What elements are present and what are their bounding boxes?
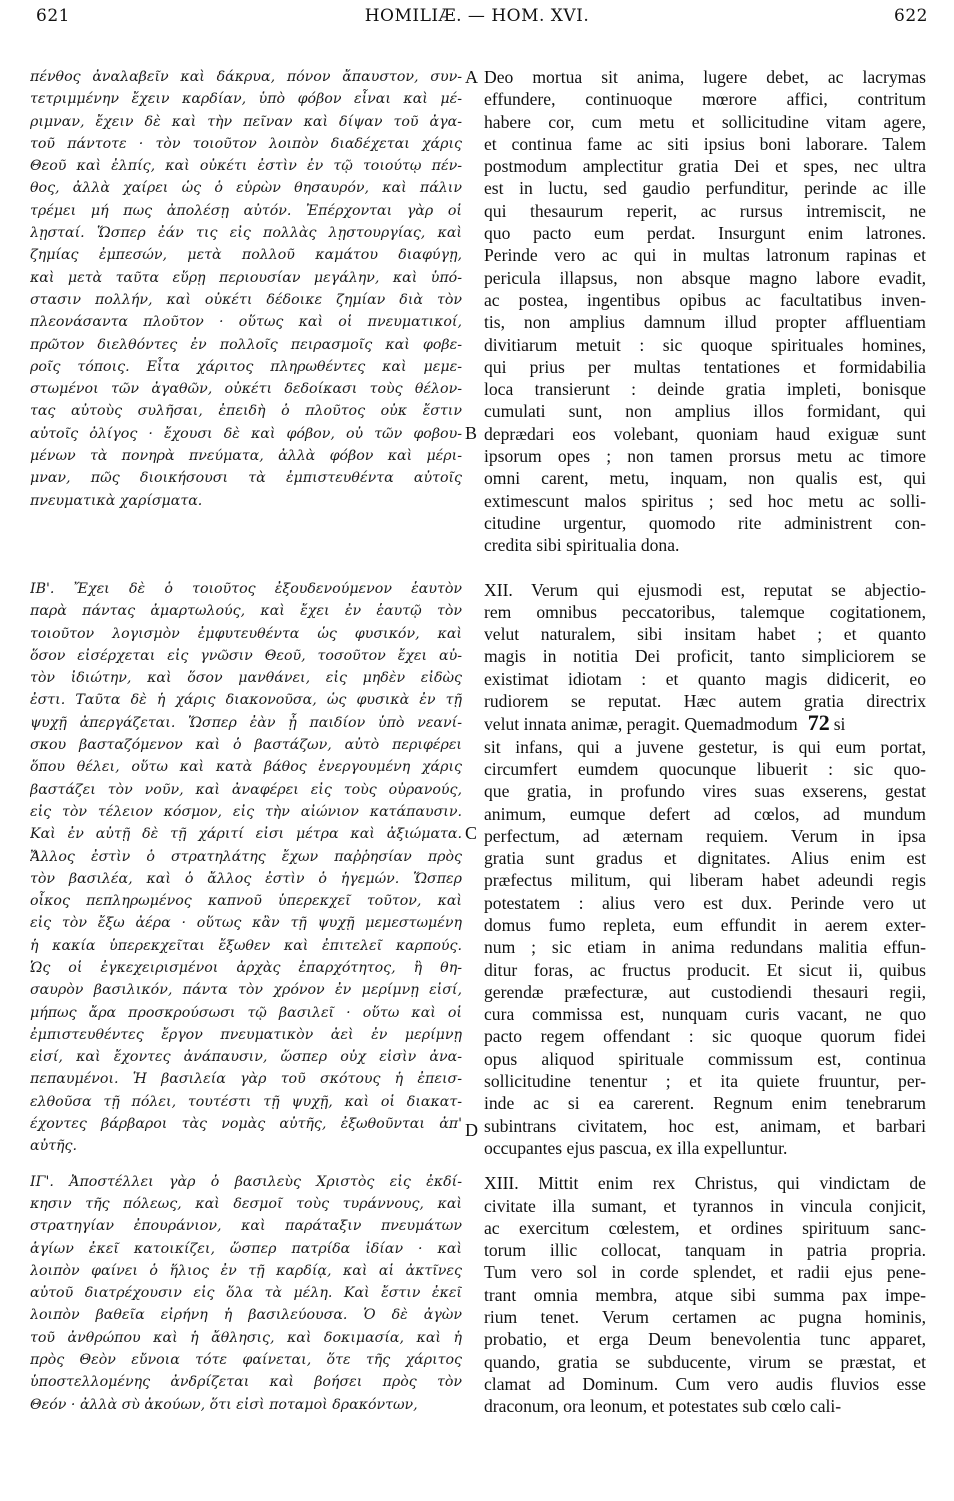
text-line: πλεονάσαντα πλοῦτον · οὕτως καὶ οἱ πνευματικοί, bbox=[30, 314, 462, 331]
text-line: habere cor, cum metu et sollicitudine vitam agere, bbox=[484, 111, 926, 132]
text-line: θος, ἀλλὰ χαίρει ὡς ὁ εὑρὼν θησαυρόν, καὶ πάλιν bbox=[30, 180, 462, 197]
paragraph-gap bbox=[30, 512, 462, 578]
text-line: λοιπὸν βαθεῖα εἰρήνη ἡ βασιλεύουσα. Ὁ δὲ ἀγὼν bbox=[30, 1307, 462, 1324]
text-line: σαυρὸν βασιλικόν, πάντα τὸν χρόνον ἐν μερίμνῃ εἰσί, bbox=[30, 982, 462, 999]
latin-column bbox=[484, 66, 926, 1496]
text-line: qui prius per multas tentationes et formidabilia bbox=[484, 356, 926, 377]
text-line: civitate illa sumant, et tyrannos in vincula conjicit, bbox=[484, 1195, 926, 1216]
latin-paragraph bbox=[484, 1172, 926, 1417]
latin-paragraph bbox=[484, 66, 926, 557]
text-line: omni carent, metu, inquam, non qualis est, qui bbox=[484, 468, 926, 489]
text-line: postmodum amplectitur gratia Dei et spes, nec ultra bbox=[484, 156, 926, 177]
margin-marker-d: D bbox=[465, 1120, 478, 1140]
text-line: στρατηγίαν ἐπουράνιον, καὶ παράταξιν πνευμάτων bbox=[30, 1218, 462, 1235]
text-line: et continua fame ac siti ipsius boni laborare. Talem bbox=[484, 133, 926, 154]
text-line: occupantes ejus pascua, ex illa expelluntur. bbox=[484, 1137, 788, 1158]
text-line: ὅσον εἰσέρχεται εἰς γνῶσιν Θεοῦ, τοσοῦτον ἔχει αὐ- bbox=[30, 647, 462, 664]
text-line: num ; sic etiam in anima redundans malitia effun- bbox=[484, 937, 926, 958]
text-line: αὐτῆς. bbox=[30, 1138, 78, 1155]
text-line: perfectum, ad æternam requiem. Verum in ipsa bbox=[484, 825, 926, 846]
text-line: clamat ad Dominum. Cum vero audis fluvios esse bbox=[484, 1373, 926, 1394]
text-line: ἐμπιστευθέντες ἔργον πνευματικὸν ἀεὶ ἐν μερίμνῃ bbox=[30, 1026, 462, 1043]
paragraph-gap bbox=[484, 1159, 926, 1172]
text-line: ἐστι. Ταῦτα δὲ ἡ χάρις διακονοῦσα, ὡς φυσικὰ ἐν τῇ bbox=[30, 692, 462, 709]
text-line: existimat idiotam : et quanto magis didicerit, eo bbox=[484, 668, 926, 689]
text-line: τοῦ ἀνθρώπου καὶ ἡ ἄθλησις, καὶ δοκιμασία, καὶ ἡ bbox=[30, 1329, 462, 1346]
text-line: ὑποστελλομένης ἀνδρίζεται καὶ βοήσει πρὸς τὸν bbox=[30, 1374, 462, 1391]
text-line: στασιν πολλήν, καὶ οὐκέτι δέδοικε ζημίαν διὰ τὸν bbox=[30, 291, 462, 308]
text-line: opus aliquod spirituale commissum est, continua bbox=[484, 1048, 926, 1069]
text-line: Tum vero sol in corde splendet, et radii ejus pene- bbox=[484, 1262, 926, 1283]
column-number: 72 bbox=[807, 712, 830, 736]
text-line: τας αὐτοὺς συλῆσαι, ἐπειδὴ ὁ πλοῦτος οὐκ ἔστιν bbox=[30, 403, 462, 420]
running-header bbox=[0, 6, 954, 36]
text-line: que gratia, in profundo vires suas exserens, gestat bbox=[484, 781, 926, 802]
text-line-content: velut innata animæ, peragit. Quemadmodum bbox=[484, 714, 798, 735]
text-line: sit infans, qui a juvene gestetur, is qui eum portat, bbox=[484, 736, 926, 757]
text-line: τοιοῦτον λογισμὸν ἐμφυτευθέντα ὡς φυσικόν, καὶ bbox=[30, 625, 462, 642]
text-line: ἁγίων ἐκεῖ κατοικίζει, ὥσπερ πατρίδα ἰδίαν · καὶ bbox=[30, 1240, 462, 1257]
text-line: λῃσταί. Ὥσπερ ἐάν τις εἰς πολλὰς λῃστουργίας, καὶ bbox=[30, 225, 462, 242]
text-line: βαστάζει τὸν νοῦν, καὶ ἀναφέρει εἰς τοὺς οὐρανούς, bbox=[30, 781, 462, 798]
text-line: rem omnibus peccatoribus, talemque cogitationem, bbox=[484, 601, 926, 622]
text-line: sollicitudine tenentur ; et ita quiete fruuntur, per- bbox=[484, 1071, 926, 1092]
text-line: domus fumo repleta, eum effundit in aerem exter- bbox=[484, 914, 926, 935]
text-line: rium tenet. Verum certamen ac pugna hominis, bbox=[484, 1307, 926, 1328]
text-line: εἰς τὸν ἔξω ἀέρα · οὕτως κἂν τῇ ψυχῇ μεμεστωμένη bbox=[30, 915, 462, 932]
text-line: cura commissa est, nunquam curis vacant, ne quo bbox=[484, 1004, 926, 1025]
text-line: ac exercitum cœlestem, et ordines spirituum sanc- bbox=[484, 1217, 926, 1238]
text-line: pacto regem offendant : sic quoque quorum fidei bbox=[484, 1026, 926, 1047]
text-line: ριμναν, ἔχειν δὲ καὶ τὴν πεῖναν καὶ δίψαν τοῦ ἀγα- bbox=[30, 113, 462, 130]
text-line-suffix: si bbox=[833, 714, 846, 735]
text-line: credita sibi spiritualia dona. bbox=[484, 535, 680, 556]
text-line: πνευματικὰ χαρίσματα. bbox=[30, 492, 203, 509]
text-line: extimescunt malos spiritus ; sed hoc metu ac solli- bbox=[484, 490, 926, 511]
text-line: έχοντες βάρβαροι τὰς νομὰς αὐτῆς, ἐξωθοῦνται ἀπ' bbox=[30, 1116, 462, 1133]
paragraph-gap bbox=[484, 557, 926, 579]
text-line: Ὡς οἱ ἐγκεχειρισμένοι ἀρχὰς ἐπαρχότητος, ἢ θη- bbox=[30, 959, 462, 976]
greek-paragraph bbox=[30, 578, 462, 1158]
text-line: πρῶτον διελθόντες ἐν πολλοῖς πειρασμοῖς καὶ φοβε- bbox=[30, 336, 462, 353]
text-line: οἶκος πεπληρωμένος καπνοῦ ὑπερεκχεῖ τοῦτον, καὶ bbox=[30, 893, 462, 910]
text-line: quando, gratia se subducente, virum se præstat, et bbox=[484, 1351, 926, 1372]
text-line: εἰσί, καὶ ἔχοντες ἀνάπαυσιν, ὥσπερ οὐχ εἰσὶν ἀνα- bbox=[30, 1049, 462, 1066]
text-line: cumulati sunt, non amplius illos formidant, qui bbox=[484, 401, 926, 422]
text-line: subintrans civitatem, hoc est, animam, et barbari bbox=[484, 1115, 926, 1136]
text-line: τετριμμένην ἔχειν καρδίαν, ὑπὸ φόβον εἶναι καὶ μέ- bbox=[30, 91, 462, 108]
text-line: effundere, continuoque mœrore affici, contritum bbox=[484, 89, 926, 110]
text-line: tis, non amplius damnum illud propter affluentiam bbox=[484, 312, 926, 333]
text-line: est in luctu, sed gaudio perfunditur, perinde ac ille bbox=[484, 178, 926, 199]
text-line: μένων τὰ πονηρὰ πνεύματα, ἀλλὰ φόβον καὶ μέρι- bbox=[30, 448, 462, 465]
text-line: εἰς τὸν τέλειον κόσμον, εἰς τὴν αἰώνιον κατάπαυσιν. bbox=[30, 803, 462, 820]
margin-marker-c: C bbox=[465, 823, 478, 843]
running-title: HOMILIÆ. — HOM. XVI. bbox=[364, 6, 590, 26]
text-line: ἡ κακία ὑπερεκχεῖται ἔξωθεν καὶ ἐπιτελεῖ καρπούς. bbox=[30, 937, 462, 954]
text-line: ροῖς τόποις. Εἶτα χάριτος πληρωθέντες καὶ μεμε- bbox=[30, 358, 462, 375]
text-line: loca transierunt : deinde gratia impleti, bonisque bbox=[484, 379, 926, 400]
text-line: καὶ μετὰ ταῦτα εὕρῃ περιουσίαν μεγάλην, καὶ ὑπό- bbox=[30, 269, 462, 286]
text-line: ὅπου θέλει, οὕτω καὶ κατὰ βάθος ἐνεργουμένη χάρις bbox=[30, 759, 462, 776]
text-line: divitiarum metuit : sic quoque spirituales homines, bbox=[484, 334, 926, 355]
text-line: μναν, πῶς διοικήσουσι τὰ ἐμπιστευθέντα αὐτοῖς bbox=[30, 470, 462, 487]
text-line: XIII. Mittit enim rex Christus, qui vindictam de bbox=[484, 1173, 926, 1194]
greek-paragraph bbox=[30, 1171, 462, 1416]
text-line: qui thesaurum reperit, ac rursus intremiscit, ne bbox=[484, 200, 926, 221]
text-line: quo pacto eum perdat. Insurgunt enim latrones. bbox=[484, 223, 926, 244]
margin-marker-a: A bbox=[465, 67, 478, 87]
text-line: potestatem : alius vero est dux. Perinde vero ut bbox=[484, 892, 926, 913]
text-line: trant omnia membra, atque sibi summa pax impe- bbox=[484, 1284, 926, 1305]
text-line: magis in notitia Dei proficit, tanto simpliciorem se bbox=[484, 646, 926, 667]
text-line: ipsorum opes ; non tamen prorsus metu ac timore bbox=[484, 446, 926, 467]
text-line: ΙΒ'. Ἔχει δὲ ὁ τοιοῦτος ἐξουδενούμενον ἑαυτὸν bbox=[30, 580, 462, 597]
text-line: πρὸς Θεὸν εὔνοια τότε φαίνεται, ὅτε τῆς χάριτος bbox=[30, 1352, 462, 1369]
text-line: deprædari eos volebant, quoniam haud exiguæ sunt bbox=[484, 423, 926, 444]
text-line: λοιπὸν φαίνει ὁ ἥλιος ἐν τῇ καρδίᾳ, καὶ αἱ ἀκτῖνες bbox=[30, 1262, 462, 1279]
text-line: Ἄλλος ἐστὶν ὁ στρατηλάτης ἔχων παῤῥησίαν πρὸς bbox=[30, 848, 462, 865]
text-line: τρέμει μή πως ἀπολέσῃ αὐτόν. Ἐπέρχονται γὰρ οἱ bbox=[30, 202, 462, 219]
text-line: ψυχῇ ἀπεργάζεται. Ὥσπερ ἐὰν ᾖ παιδίον ὑπὸ νεανί- bbox=[30, 714, 462, 731]
text-line: rudiorem se reputat. Hæc autem gratia directrix bbox=[484, 691, 926, 712]
text-line: τὸν βασιλέα, καὶ ὁ ἄλλος ἐστὶν ὁ ἡγεμών. Ὥσπερ bbox=[30, 870, 462, 887]
page-number-left: 621 bbox=[36, 6, 70, 26]
text-line: probatio, et erga Deum benevolentia tunc apparet, bbox=[484, 1329, 926, 1350]
text-line: πένθος ἀναλαβεῖν καὶ δάκρυα, πόνον ἄπαυστον, συν- bbox=[30, 69, 462, 85]
text-line: Perinde vero ac qui in multas latronum rapinas et bbox=[484, 245, 926, 266]
margin-marker-b: B bbox=[465, 423, 478, 443]
text-line: præfectus militum, qui liberam habet adeundi regis bbox=[484, 870, 926, 891]
text-line: ΙΓ'. Ἀποστέλλει γὰρ ὁ βασιλεὺς Χριστὸς εἰς ἐκδί- bbox=[30, 1173, 462, 1190]
text-line: ac postea, ingentibus opibus ac facultatibus inven- bbox=[484, 289, 926, 310]
text-line: αὐτοῖς ὀλίγος · ἔχουσι δὲ καὶ φόβον, οὐ τῶν φοβου- bbox=[30, 425, 462, 442]
text-line: τοῦ πάντοτε · τὸν τοιοῦτον λοιπὸν διαδέχεται χάρις bbox=[30, 135, 462, 152]
text-line: κησιν τῆς πόλεως, καὶ δεσμοῖ τοὺς τυράννους, καὶ bbox=[30, 1195, 462, 1212]
page-number-right: 622 bbox=[894, 6, 928, 26]
text-line: torum illic collocat, tanquam in patria propria. bbox=[484, 1240, 926, 1261]
text-line: gratia sunt gradus et dignitates. Alius enim est bbox=[484, 848, 926, 869]
text-line: XII. Verum qui ejusmodi est, reputat se abjectio- bbox=[484, 579, 926, 600]
text-line: gerendæ præfecturæ, aut custodiendi thesauri regii, bbox=[484, 981, 926, 1002]
text-line: velut naturalem, sibi insitam habet ; et quanto bbox=[484, 624, 926, 645]
text-line: Θεόν · ἀλλὰ σὺ ἀκούων, ὅτι εἰσὶ ποταμοὶ δρακόντων, bbox=[30, 1396, 418, 1413]
text-line: Θεοῦ καὶ ἐλπίς, καὶ οὐκέτι ἐστὶν ἐν τῷ τοιούτῳ πέν- bbox=[30, 158, 462, 175]
text-line: Deo mortua sit anima, lugere debet, ac lacrymas bbox=[484, 67, 926, 87]
text-line: pericula illapsus, non absque magno labore evadit, bbox=[484, 267, 926, 288]
text-line: σκου βασταζόμενον καὶ ὁ βαστάζων, αὐτὸ περιφέρει bbox=[30, 737, 462, 754]
text-line: τὸν ἰδιώτην, καὶ ὅσον μανθάνει, εἰς μηδὲν εἰδὼς bbox=[30, 670, 462, 687]
greek-column bbox=[30, 66, 462, 1496]
text-line: ditur foras, ac fructus producit. Et sicut ii, quibus bbox=[484, 959, 926, 980]
text-line: πεπαυμένοι. Ἡ βασιλεία γὰρ τοῦ σκότους ἡ ἐπεισ- bbox=[30, 1071, 462, 1088]
text-line: circumfert eumdem quocunque libuerit : sic quo- bbox=[484, 758, 926, 779]
text-line: παρὰ πάντας ἁμαρτωλούς, καὶ ἔχει ἐν ἑαυτῷ τὸν bbox=[30, 603, 462, 620]
text-line: Καὶ ἐν αὐτῇ δὲ τῇ χάριτί εἰσι μέτρα καὶ ἀξιώματα. bbox=[30, 826, 462, 843]
text-line: inde ac si ea carerent. Regnum enim tenebrarum bbox=[484, 1093, 926, 1114]
text-line: draconum, ora leonum, et potestates sub cœlo cali- bbox=[484, 1396, 842, 1417]
text-line: ζημίας ἐμπεσών, μετὰ πολλοῦ καμάτου διαφύγῃ, bbox=[30, 247, 462, 264]
text-line: animum, eumque defert ad cœlos, ad mundum bbox=[484, 803, 926, 824]
text-line: στωμένοι τῶν ἀγαθῶν, οὐκέτι δεδοίκασι τοὺς θέλον- bbox=[30, 381, 462, 398]
text-line: αὐτοῦ διατρέχουσιν εἰς ὅλα τὰ μέλη. Καὶ ἔστιν ἐκεῖ bbox=[30, 1285, 462, 1302]
text-line: ελθοῦσα τῇ πόλει, τουτέστι τῇ ψυχῇ, καὶ οἱ διακατ- bbox=[30, 1093, 462, 1110]
text-line: citudine urgentur, quomodo rite administrent con- bbox=[484, 512, 926, 533]
latin-paragraph bbox=[484, 579, 926, 1160]
text-line bbox=[484, 712, 926, 735]
greek-paragraph bbox=[30, 66, 462, 512]
paragraph-gap bbox=[30, 1158, 462, 1171]
text-line: μήπως ἄρα προσκρούσωσι τῷ βασιλεῖ · οὕτω καὶ οἱ bbox=[30, 1004, 462, 1021]
